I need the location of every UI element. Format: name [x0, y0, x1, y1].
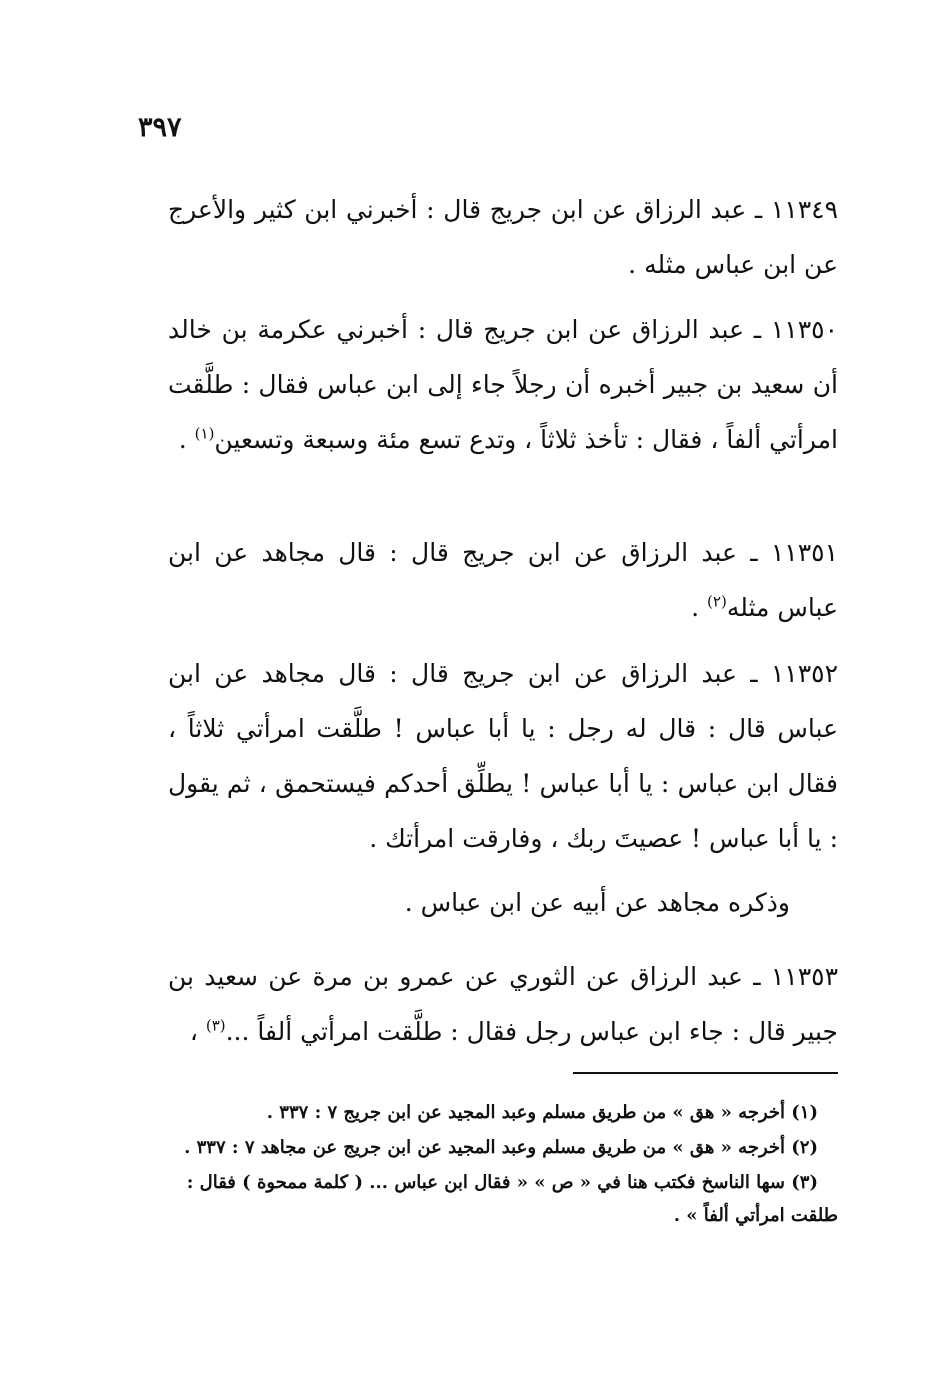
hadith-11350	[168, 302, 838, 467]
hadith-11352-note-text: وذكره مجاهد عن أبيه عن ابن عباس .	[404, 888, 790, 917]
hadith-11350-end: .	[178, 425, 195, 454]
hadith-11349-text: ١١٣٤٩ ـ عبد الرزاق عن ابن جريج قال : أخبرني ابن كثير والأعرج عن ابن عباس مثله .	[168, 195, 838, 279]
hadith-11353-text: ١١٣٥٣ ـ عبد الرزاق عن الثوري عن عمرو بن مرة عن سعيد بن جبير قال : جاء ابن عباس رجل فقال : طلَّقت امرأتي ألفاً ...	[168, 962, 838, 1046]
footnote-ref-1[interactable]: (١)	[194, 424, 215, 443]
hadith-11353-end: ،	[189, 1017, 206, 1046]
footnote-ref-2[interactable]: (٢)	[707, 592, 727, 611]
hadith-11352	[168, 646, 838, 866]
page-number: ٣٩٧	[138, 112, 182, 143]
hadith-11352-note	[168, 875, 838, 930]
footnote-3: (٣) سها الناسخ فكتب هنا في « ص » « فقال ابن عباس ... ( كلمة ممحوة ) فقال : طلقت امرأتي ألفاً » .	[186, 1172, 838, 1226]
hadith-11352-text: ١١٣٥٢ ـ عبد الرزاق عن ابن جريج قال : قال مجاهد عن ابن عباس قال : قال له رجل : يا أبا عباس ! طلَّقت امرأتي ثلاثاً ، فقال ابن عباس : يا أبا عباس ! يطلِّق أحدكم فيستحمق ، ثم يقول : يا أبا عباس ! عصيتَ ربك ، وفارقت امرأتك .	[168, 659, 838, 853]
footnote-ref-3[interactable]: (٣)	[205, 1016, 226, 1035]
hadith-11350-text: ١١٣٥٠ ـ عبد الرزاق عن ابن جريج قال : أخبرني عكرمة بن خالد أن سعيد بن جبير أخبره أن رجلاً جاء إلى ابن عباس فقال : طلَّقت امرأتي ألفاً ، فقال : تأخذ ثلاثاً ، وتدع تسع مئة وسبعة وتسعين	[168, 315, 838, 454]
footnote-divider	[573, 1072, 838, 1074]
footnote-2: (٢) أخرجه « هق » من طريق مسلم وعبد المجيد عن ابن جريج عن مجاهد ٧ : ٣٣٧ .	[184, 1137, 818, 1158]
hadith-11351-end: .	[691, 593, 708, 622]
hadith-11351	[168, 525, 838, 635]
hadith-11351-text: ١١٣٥١ ـ عبد الرزاق عن ابن جريج قال : قال مجاهد عن ابن عباس مثله	[168, 538, 838, 622]
hadith-11353	[168, 949, 838, 1059]
footnote-1: (١) أخرجه « هق » من طريق مسلم وعبد المجيد عن ابن جريج ٧ : ٣٣٧ .	[266, 1102, 818, 1123]
hadith-11349	[168, 182, 838, 292]
